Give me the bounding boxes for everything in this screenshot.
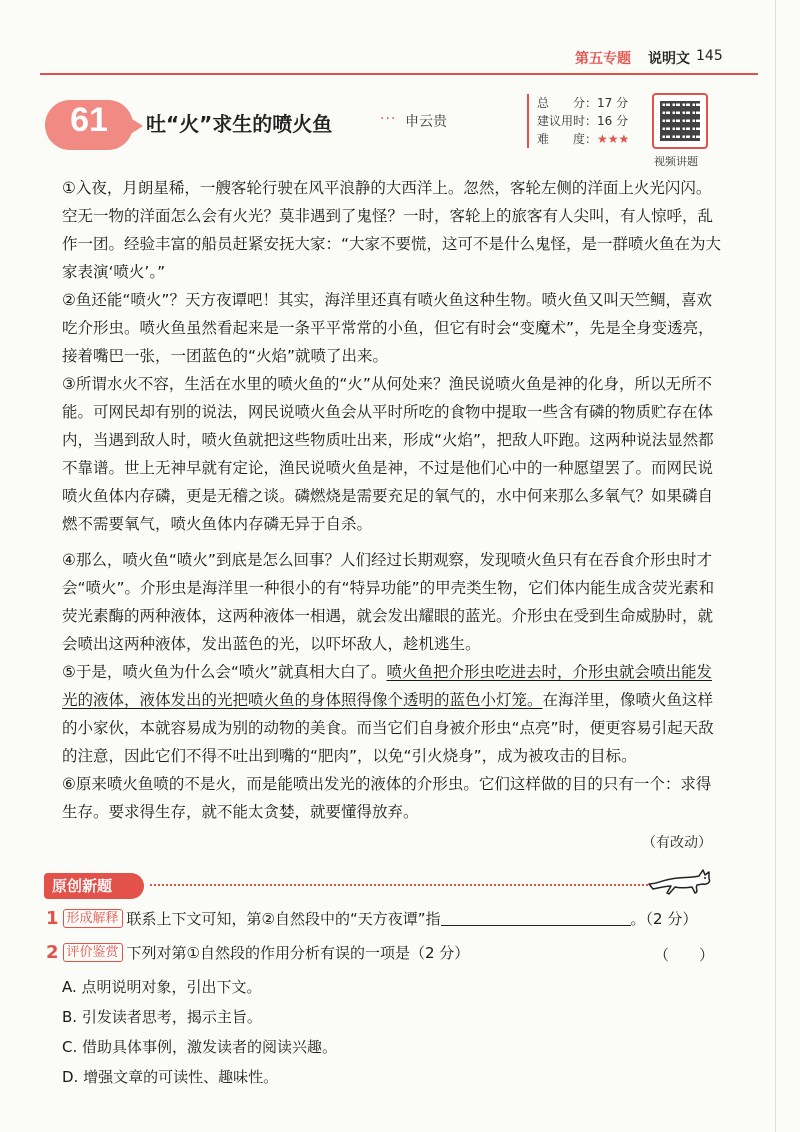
paragraph-5: ⑤于是，喷火鱼为什么会“喷火”就真相大白了。喷火鱼把介形虫吃进去时，介形虫就会喷出能发光的液体，液体发出的光把喷火鱼的身体照得像个透明的蓝色小灯笼。在海洋里，像喷火鱼这样的小家伙，本就容易成为别的动物的美食。而当它们自身被介形虫“点亮”时，便更容易引起天敌的注意，因此它们不得不吐出到嘴的“肥肉”，以免“引火烧身”，成为被攻击的目标。 xyxy=(62,663,714,765)
subject-label: 说明文 xyxy=(648,51,690,67)
title-dots: ··· xyxy=(380,111,397,127)
underlined-sentence: 喷火鱼把介形虫吃进去时，介形虫就会喷出能发光的液体，液体发出的光把喷火鱼的身体照得像个透明的蓝色小灯笼。 xyxy=(62,663,712,709)
question-1-number: 1 xyxy=(46,908,59,929)
header-divider xyxy=(40,73,758,75)
paragraph-6: ⑥原来喷火鱼喷的不是火，而是能喷出发光的液体的介形虫。它们这样做的目的只有一个：求得生存。要求得生存，就不能太贪婪，就要懂得放弃。 xyxy=(62,775,712,821)
paragraph-4: ④那么，喷火鱼“喷火”到底是怎么回事？人们经过长期观察，发现喷火鱼只有在吞食介形虫时才会“喷火”。介形虫是海洋里一种很小的有“特异功能”的甲壳类生物，它们体内能生成含荧光素和荧光素酶的两种液体，这两种液体一相遇，就会发出耀眼的蓝光。介形虫在受到生命威胁时，就会喷出这两种液体，发出蓝色的光，以吓坏敌人，趁机逃生。 xyxy=(62,551,715,653)
paragraph-2: ②鱼还能“喷火”？天方夜谭吧！其实，海洋里还真有喷火鱼这种生物。喷火鱼又叫天竺鲷，喜欢吃介形虫。喷火鱼虽然看起来是一条平平常常的小鱼，但它有时会“变魔术”，先是全身变透亮，接着嘴巴一张，一团蓝色的“火焰”就喷了出来。 xyxy=(62,291,714,365)
answer-blank[interactable] xyxy=(441,911,631,926)
article-author: 申云贵 xyxy=(405,114,447,130)
difficulty: 难 度：★★★ xyxy=(537,132,630,146)
page-number: 145 xyxy=(696,48,723,64)
article-number: 61 xyxy=(70,101,108,139)
chapter-label: 第五专题 xyxy=(575,51,631,67)
question-2: 2 评价鉴赏 下列对第①自然段的作用分析有误的一项是（2 分） xyxy=(46,942,470,963)
paragraph-3: ③所谓水火不容，生活在水里的喷火鱼的“火”从何处来？渔民说喷火鱼是神的化身，所以无所不能。可网民却有别的说法，网民说喷火鱼会从平时所吃的食物中提取一些含有磷的物质贮存在体内，当遇到敌人时，喷火鱼就把这些物质吐出来，形成“火焰”，把敌人吓跑。这两种说法显然都不靠谱。世上无神早就有定论，渔民说喷火鱼是神，不过是他们心中的一种愿望罢了。而网民说喷火鱼体内存磷，更是无稽之谈。磷燃烧是需要充足的氧气的，水中何来那么多氧气？如果磷自燃不需要氧气，喷火鱼体内存磷无异于自杀。 xyxy=(62,375,714,533)
section-label: 原创新题 xyxy=(44,873,144,899)
revision-note: （有改动） xyxy=(642,835,712,851)
page-edge xyxy=(775,0,776,1132)
qr-pattern xyxy=(660,101,700,141)
info-box xyxy=(527,94,657,148)
suggested-time: 建议用时：16 分 xyxy=(537,114,629,128)
article-title: 吐“火”求生的喷火鱼 xyxy=(146,112,333,136)
option-b[interactable]: B. 引发读者思考，揭示主旨。 xyxy=(62,1008,262,1026)
answer-parentheses[interactable]: （ ） xyxy=(653,946,714,964)
cat-icon xyxy=(645,862,715,898)
paragraph-1: ①入夜，月朗星稀，一艘客轮行驶在风平浪静的大西洋上。忽然，客轮左侧的洋面上火光闪闪。空无一物的洋面怎么会有火光？莫非遇到了鬼怪？一时，客轮上的旅客有人尖叫，有人惊呼，乱作一团。经验丰富的船员赶紧安抚大家：“大家不要慌，这可不是什么鬼怪，是一群喷火鱼在为大家表演‘喷火’。” xyxy=(62,179,722,281)
qr-label: 视频讲题 xyxy=(654,155,698,168)
option-a[interactable]: A. 点明说明对象，引出下文。 xyxy=(62,978,262,996)
section-dotted-line xyxy=(150,884,648,886)
total-score: 总 分：17 分 xyxy=(537,96,629,110)
option-c[interactable]: C. 借助具体事例，激发读者的阅读兴趣。 xyxy=(62,1038,338,1056)
qr-code[interactable] xyxy=(652,93,708,149)
question-2-tag: 评价鉴赏 xyxy=(63,943,123,962)
option-d[interactable]: D. 增强文章的可读性、趣味性。 xyxy=(62,1068,279,1086)
question-1: 1 形成解释 联系上下文可知，第②自然段中的“天方夜谭”指 。（2 分） xyxy=(46,908,698,929)
difficulty-stars: ★★★ xyxy=(597,132,630,146)
question-2-number: 2 xyxy=(46,942,59,963)
question-1-tag: 形成解释 xyxy=(63,909,123,928)
